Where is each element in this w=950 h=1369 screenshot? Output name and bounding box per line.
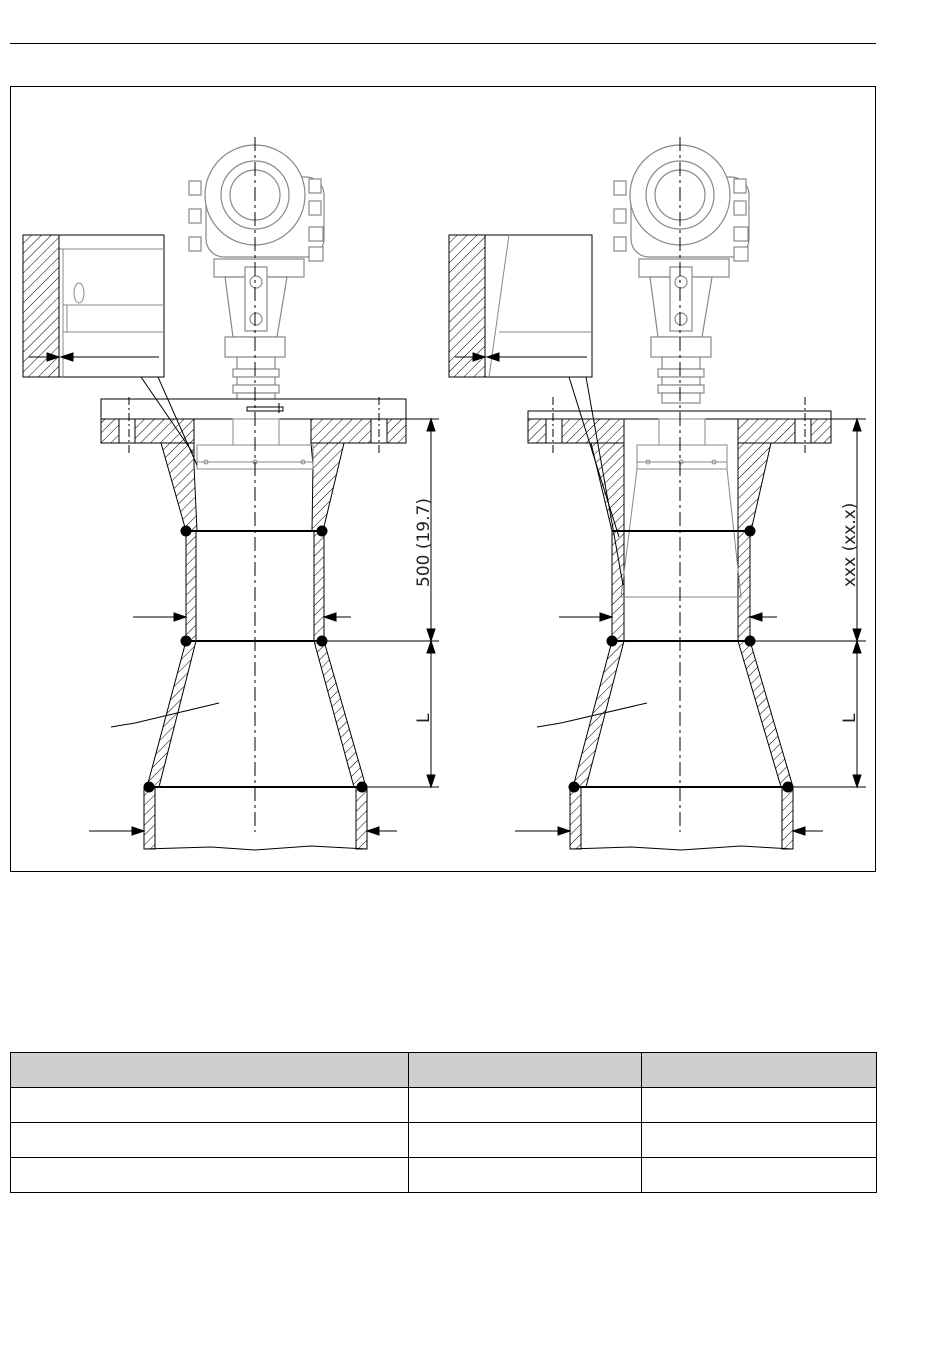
table-cell — [642, 1088, 877, 1123]
table-row — [11, 1123, 877, 1158]
spec-table — [10, 1052, 877, 1193]
table-header-cell — [11, 1053, 409, 1088]
left-housing-icon — [189, 145, 324, 403]
left-assembly — [23, 137, 439, 850]
table-header-cell — [642, 1053, 877, 1088]
installation-diagram — [10, 86, 876, 872]
table-cell — [642, 1123, 877, 1158]
table-cell — [642, 1158, 877, 1193]
table-cell — [409, 1088, 642, 1123]
table-row — [11, 1158, 877, 1193]
left-height-label: 500 (19.7) — [414, 498, 434, 587]
header-rule — [10, 43, 876, 44]
right-assembly — [449, 137, 866, 850]
table-header-row — [11, 1053, 877, 1088]
table-cell — [409, 1158, 642, 1193]
right-housing-icon — [614, 145, 749, 403]
table-cell — [11, 1123, 409, 1158]
table-row — [11, 1088, 877, 1123]
right-height-label: xxx (xx.x) — [840, 502, 860, 587]
table-cell — [11, 1158, 409, 1193]
right-length-label: L — [840, 713, 860, 723]
left-length-label: L — [414, 713, 434, 723]
table-cell — [11, 1088, 409, 1123]
table-cell — [409, 1123, 642, 1158]
table-header-cell — [409, 1053, 642, 1088]
